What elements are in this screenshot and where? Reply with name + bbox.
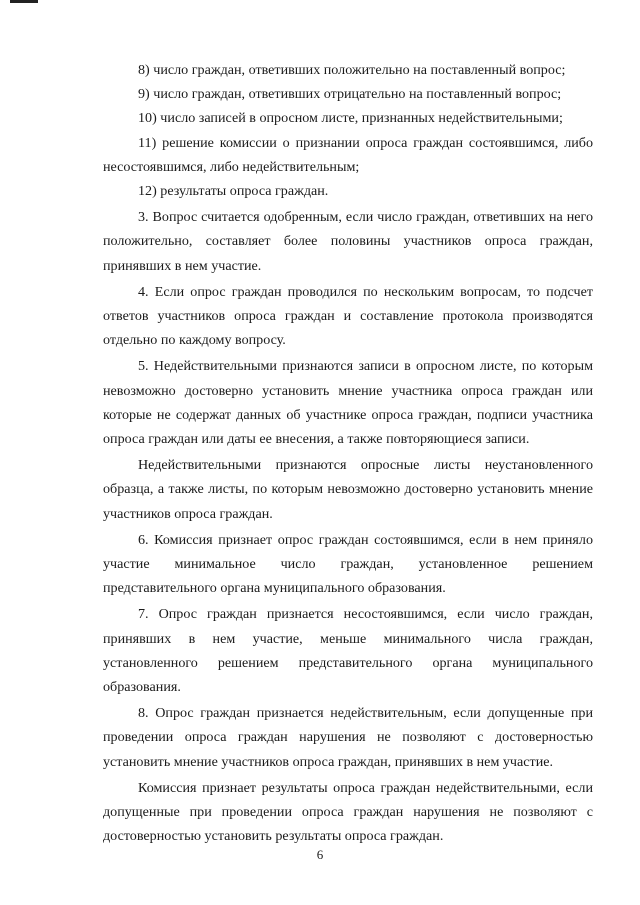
page-number: 6 (316, 847, 324, 862)
scan-corner-mark (10, 0, 38, 3)
clause-6: 6. Комиссия признает опрос граждан состоявшимся, если в нем приняло участие минимальное число граждан, установленное решением представительного органа муниципального образования. (103, 531, 593, 597)
list-item-11: 11) решение комиссии о признании опроса граждан состоявшимся, либо несостоявшимся, либо недействительным; (103, 134, 593, 175)
document-body (103, 58, 593, 849)
list-item-12: 12) результаты опроса граждан. (138, 183, 329, 200)
clause-5-continued: Недействительными признаются опросные листы неустановленного образца, а также листы, по которым невозможно достоверно установить мнение участников опроса граждан. (103, 457, 593, 522)
clause-8: 8. Опрос граждан признается недействительным, если допущенные при проведении опроса граждан нарушения не позволяют с достоверностью установить мнение участников опроса граждан, принявших в нем участие. (103, 705, 593, 770)
list-item-8: 8) число граждан, ответивших положительно на поставленный вопрос; (138, 62, 566, 78)
clause-4: 4. Если опрос граждан проводился по нескольким вопросам, то подсчет ответов участников опроса граждан и составление протокола производятся отдельно по каждому вопросу. (103, 283, 593, 349)
list-item-10: 10) число записей в опросном листе, признанных недействительными; (138, 110, 563, 127)
clause-5: 5. Недействительными признаются записи в опросном листе, по которым невозможно достоверно установить мнение участника опроса граждан или которые не содержат данных об участнике опроса граждан, подписи участника опроса граждан или даты ее внесения, а также повторяющиеся записи. (103, 358, 593, 448)
clause-7: 7. Опрос граждан признается несостоявшимся, если число граждан, принявших в нем участие, меньше минимального числа граждан, установленного решением представительного органа муниципального образования. (103, 606, 593, 696)
list-item-9: 9) число граждан, ответивших отрицательно на поставленный вопрос; (138, 86, 562, 103)
clause-8-continued: Комиссия признает результаты опроса граждан недействительными, если допущенные при проведении опроса граждан нарушения не позволяют с достоверностью установить результаты опроса граждан. (103, 779, 593, 845)
clause-3: 3. Вопрос считается одобренным, если число граждан, ответивших на него положительно, составляет более половины участников опроса граждан, принявших в нем участие. (103, 209, 593, 274)
